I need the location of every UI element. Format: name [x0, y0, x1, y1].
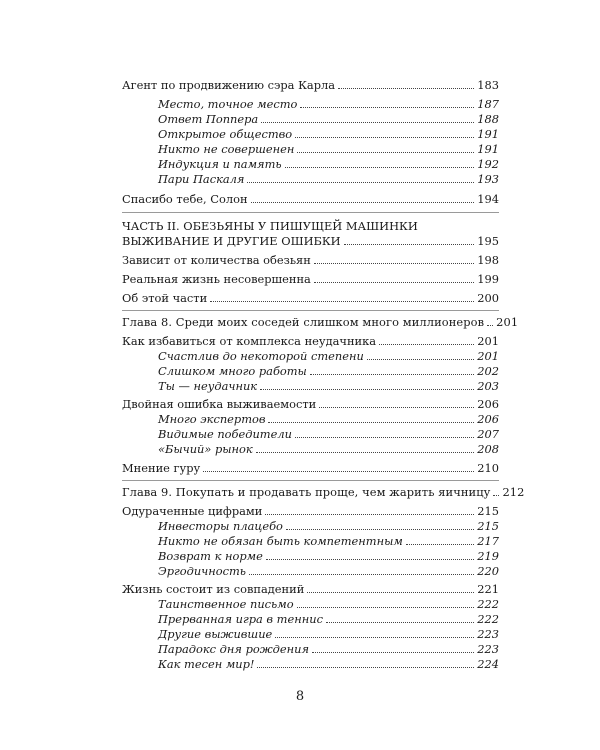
toc-entry-page: 191: [477, 142, 499, 156]
toc-leader: [314, 263, 474, 264]
toc-entry-page: 220: [477, 564, 499, 578]
toc-entry-title: Ответ Поппера: [158, 112, 259, 126]
toc-entry-page: 192: [477, 157, 499, 171]
toc-entry-page: 212: [502, 485, 525, 499]
toc-subentry[interactable]: [158, 128, 499, 141]
toc-entry-title: Счастлив до некоторой степени: [158, 349, 364, 363]
toc-entry-title: Индукция и память: [158, 157, 282, 171]
toc-entry-title: Никто не обязан быть компетентным: [158, 534, 403, 548]
toc-entry-page: 187: [477, 97, 499, 111]
toc-entry-page: 195: [477, 234, 499, 248]
toc-entry-title: Двойная ошибка выживаемости: [122, 397, 317, 411]
toc-subentry[interactable]: [158, 565, 499, 578]
toc-leader: [266, 559, 474, 560]
toc-entry-page: 199: [477, 272, 499, 286]
toc-leader: [249, 574, 474, 575]
toc-entry-title: Как тесен мир!: [158, 657, 255, 671]
toc-leader: [256, 452, 475, 453]
toc-leader: [406, 544, 474, 545]
toc-entry-page: 194: [477, 192, 499, 206]
toc-subentry[interactable]: [158, 643, 499, 656]
chapter-entry[interactable]: [122, 315, 519, 329]
toc-entry-page: 222: [477, 597, 499, 611]
toc-entry[interactable]: [122, 505, 499, 518]
toc-entry-title: Никто не совершенен: [158, 142, 295, 156]
toc-entry-title: Реальная жизнь несовершенна: [122, 272, 311, 286]
toc-subentry[interactable]: [158, 550, 499, 563]
toc-leader: [286, 529, 474, 530]
toc-entry-page: 200: [477, 291, 499, 305]
toc-entry-title: Мнение гуру: [122, 461, 201, 475]
toc-entry-page: 215: [477, 519, 499, 533]
toc-leader: [275, 637, 474, 638]
toc-leader: [379, 344, 474, 345]
toc-entry-title: Как избавиться от комплекса неудачника: [122, 334, 377, 348]
toc-entry-page: 207: [477, 427, 499, 441]
toc-entry-page: 193: [477, 172, 499, 186]
toc-entry[interactable]: [122, 273, 499, 286]
toc-leader: [295, 437, 474, 438]
toc-entry-title: Зависит от количества обезьян: [122, 253, 311, 267]
section-divider: [122, 480, 499, 481]
toc-subentry[interactable]: [158, 658, 499, 671]
toc-entry[interactable]: [122, 335, 499, 348]
toc-entry-title: Пари Паскаля: [158, 172, 245, 186]
toc-subentry[interactable]: [158, 598, 499, 611]
toc-leader: [326, 622, 474, 623]
toc-entry-page: 198: [477, 253, 499, 267]
toc-entry-title: Эргодичность: [158, 564, 247, 578]
toc-entry[interactable]: [122, 398, 499, 411]
toc-subentry[interactable]: [158, 350, 499, 363]
toc-entry-title: ВЫЖИВАНИЕ И ДРУГИЕ ОШИБКИ: [122, 234, 341, 248]
toc-subentry[interactable]: [158, 520, 499, 533]
toc-entry-title: Прерванная игра в теннис: [158, 612, 323, 626]
toc-subentry[interactable]: [158, 413, 499, 426]
toc-leader: [265, 514, 474, 515]
toc-entry-page: 215: [477, 504, 499, 518]
toc-entry-page: 191: [477, 127, 499, 141]
toc-entry-title: Агент по продвижению сэра Карла: [122, 78, 336, 92]
toc-entry-title: Глава 9. Покупать и продавать проще, чем жарить яичницу: [122, 485, 491, 499]
toc-leader: [210, 301, 474, 302]
toc-subentry[interactable]: [158, 143, 499, 156]
toc-entry-page: 202: [477, 364, 499, 378]
toc-entry-page: 221: [477, 582, 499, 596]
toc-subentry[interactable]: [158, 158, 499, 171]
toc-subentry[interactable]: [158, 98, 499, 111]
toc-entry-title: Жизнь состоит из совпадений: [122, 582, 305, 596]
toc-entry-title: Об этой части: [122, 291, 208, 305]
toc-entry-page: 224: [477, 657, 499, 671]
toc-entry-title: Возврат к норме: [158, 549, 263, 563]
toc-subentry[interactable]: [158, 113, 499, 126]
toc-leader: [493, 495, 499, 496]
toc-leader: [319, 407, 474, 408]
toc-entry[interactable]: [122, 462, 499, 475]
toc-entry[interactable]: [122, 292, 499, 305]
toc-entry-page: 210: [477, 461, 499, 475]
toc-leader: [310, 374, 474, 375]
toc-entry-title: Видимые победители: [158, 427, 292, 441]
toc-entry-page: 208: [477, 442, 499, 456]
toc-entry[interactable]: [122, 193, 499, 206]
toc-subentry[interactable]: [158, 628, 499, 641]
toc-entry-title: Таинственное письмо: [158, 597, 294, 611]
toc-entry-page: 188: [477, 112, 499, 126]
toc-leader: [247, 182, 474, 183]
section-divider: [122, 310, 499, 311]
toc-entry-title: Открытое общество: [158, 127, 293, 141]
toc-entry-page: 222: [477, 612, 499, 626]
toc-leader: [297, 152, 474, 153]
toc-subentry[interactable]: [158, 380, 499, 393]
toc-entry-page: 201: [477, 349, 499, 363]
section-divider: [122, 212, 499, 213]
toc-entry-page: 201: [477, 334, 499, 348]
toc-entry-page: 223: [477, 642, 499, 656]
toc-entry-title: Спасибо тебе, Солон: [122, 192, 248, 206]
toc-leader: [367, 359, 474, 360]
toc-subentry[interactable]: [158, 173, 499, 186]
toc-entry-page: 219: [477, 549, 499, 563]
toc-subentry[interactable]: [158, 428, 499, 441]
toc-leader: [312, 652, 474, 653]
toc-entry-page: 206: [477, 397, 499, 411]
toc-leader: [487, 325, 493, 326]
toc-leader: [344, 244, 475, 245]
chapter-entry[interactable]: [122, 485, 525, 499]
toc-entry-title: «Бычий» рынок: [158, 442, 253, 456]
toc-leader: [268, 422, 474, 423]
toc-entry-title: Ты — неудачник: [158, 379, 258, 393]
toc-entry-page: 203: [477, 379, 499, 393]
part-heading: ЧАСТЬ II. ОБЕЗЬЯНЫ У ПИШУЩЕЙ МАШИНКИ: [122, 219, 418, 233]
toc-subentry[interactable]: [158, 443, 499, 456]
toc-subentry[interactable]: [158, 613, 499, 626]
toc-entry[interactable]: [122, 254, 499, 267]
toc-entry[interactable]: [122, 583, 499, 596]
toc-entry-page: 217: [477, 534, 499, 548]
toc-entry-title: Другие выжившие: [158, 627, 273, 641]
toc-entry[interactable]: [122, 79, 499, 92]
toc-leader: [203, 471, 474, 472]
page-number: 8: [295, 689, 305, 704]
toc-leader: [297, 607, 475, 608]
toc-leader: [251, 202, 475, 203]
toc-entry-title: Слишком много работы: [158, 364, 307, 378]
toc-entry-title: Одураченные цифрами: [122, 504, 263, 518]
toc-leader: [338, 88, 474, 89]
toc-leader: [261, 122, 474, 123]
toc-entry-page: 206: [477, 412, 499, 426]
toc-entry-title: Парадокс дня рождения: [158, 642, 310, 656]
toc-entry-title: Инвесторы плацебо: [158, 519, 283, 533]
toc-entry-title: Глава 8. Среди моих соседей слишком много миллионеров: [122, 315, 485, 329]
toc-leader: [314, 282, 474, 283]
toc-entry-title: Место, точное место: [158, 97, 298, 111]
toc-leader: [260, 389, 474, 390]
toc-leader: [257, 667, 474, 668]
toc-subentry[interactable]: [158, 535, 499, 548]
toc-subentry[interactable]: [158, 365, 499, 378]
toc-leader: [300, 107, 474, 108]
toc-leader: [307, 592, 474, 593]
toc-leader: [285, 167, 475, 168]
toc-leader: [295, 137, 474, 138]
toc-entry-page: 183: [477, 78, 499, 92]
toc-entry-title: Много экспертов: [158, 412, 266, 426]
toc-entry-page: 223: [477, 627, 499, 641]
part-heading-entry[interactable]: [122, 235, 499, 248]
toc-entry-page: 201: [496, 315, 519, 329]
